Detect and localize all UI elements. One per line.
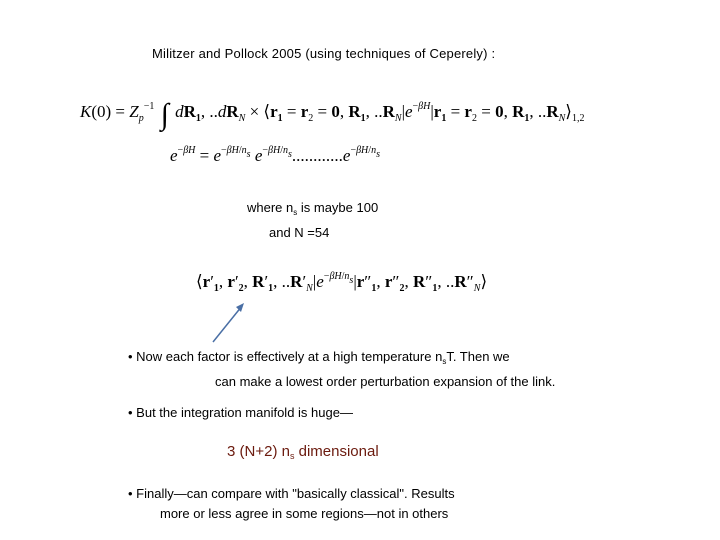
- equation-link-matrix-element: $⟨r'_1$, $r'_2$, $R'_1$, $..R'_N|e^{-\beta H/n_s}|r''_1$, $r''_2$, $R''_1$, $..R''_N⟩$: [196, 271, 488, 294]
- bullet-3-line-2: more or less agree in some regions—not in others: [160, 506, 449, 521]
- bullet-classical-comparison: [128, 484, 455, 524]
- equation-partition-kernel: $K(0) = Z_p^{-1}$ ∫ $dR_1$, $..dR_N$ × $⟨r_1 = r_2 = 0$, $R_1$, $..R_N|e^{-\beta H}|r_1 = r_2 = 0$, $R_1$, $..R_N⟩_{1,2}$: [80, 98, 585, 131]
- dimension-count: 3 (N+2) $n_s$ dimensional: [227, 443, 379, 461]
- note-line-2: and N =54: [269, 225, 330, 240]
- bullet-1-line-2: can make a lowest order perturbation expansion of the link.: [215, 374, 556, 389]
- bullet-3-line-1: • Finally—can compare with "basically classical". Results: [128, 486, 455, 501]
- equation-trotter-factorization: $e^{-\beta H} = e^{-\beta H/n_s}$ $e^{-\beta H/n_s}............e^{-\beta H/n_s}$: [170, 145, 380, 165]
- bullet-integration-manifold: • But the integration manifold is huge—: [128, 405, 353, 420]
- note-ns-and-n: [247, 198, 378, 243]
- bullet-1-line-1: • Now each factor is effectively at a high temperature $n_sT$. Then we: [128, 349, 510, 366]
- pointer-arrow-icon: [210, 300, 250, 345]
- bullet-high-temperature: [128, 347, 555, 392]
- note-line-1: where $n_s$ is maybe 100: [247, 200, 379, 217]
- slide-title: Militzer and Pollock 2005 (using techniques of Ceperely) :: [152, 46, 496, 61]
